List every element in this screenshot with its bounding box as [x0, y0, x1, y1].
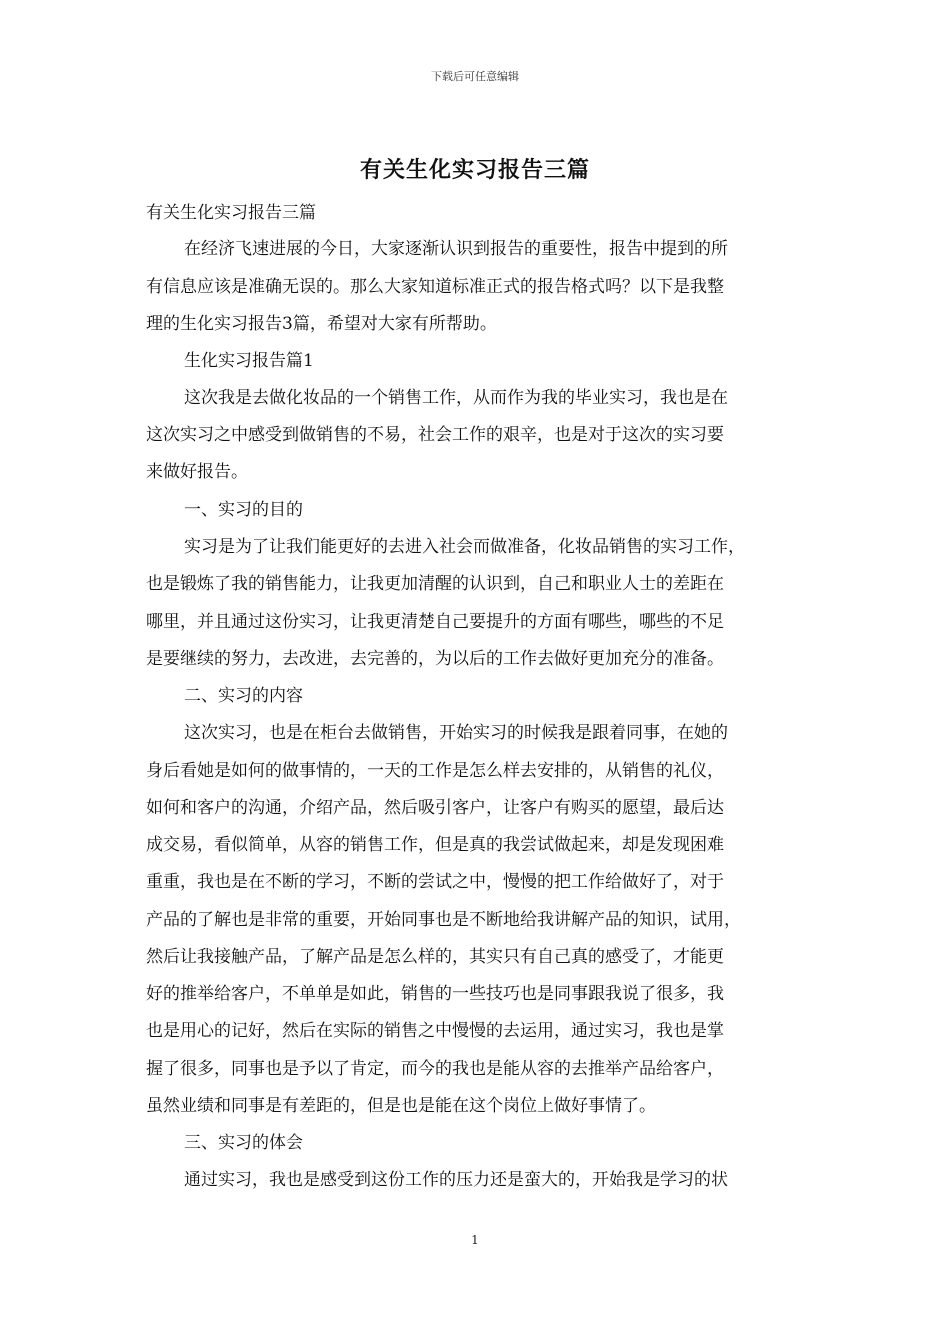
text-line: 也是锻炼了我的销售能力，让我更加清醒的认识到，自己和职业人士的差距在 [146, 574, 724, 594]
text-line: 也是用心的记好，然后在实际的销售之中慢慢的去运用，通过实习，我也是掌 [146, 1021, 724, 1041]
text-line: 产品的了解也是非常的重要，开始同事也是不断地给我讲解产品的知识，试用， [146, 910, 741, 930]
text-line: 然后让我接触产品，了解产品是怎么样的，其实只有自己真的感受了，才能更 [146, 947, 724, 967]
text-line: 来做好报告。 [146, 462, 248, 482]
text-line: 实习是为了让我们能更好的去进入社会而做准备，化妆品销售的实习工作， [184, 537, 745, 557]
document-title: 有关生化实习报告三篇 [359, 157, 590, 183]
text-line: 虽然业绩和同事是有差距的，但是也是能在这个岗位上做好事情了。 [146, 1096, 656, 1116]
text-line: 理的生化实习报告3篇，希望对大家有所帮助。 [146, 314, 497, 334]
text-line: 有信息应该是准确无误的。那么大家知道标准正式的报告格式吗？以下是我整 [146, 277, 724, 297]
text-line: 是要继续的努力，去改进，去完善的，为以后的工作去做好更加充分的准备。 [146, 649, 724, 669]
text-line: 二、实习的内容 [184, 686, 303, 706]
text-line: 一、实习的目的 [184, 500, 303, 520]
text-line: 成交易，看似简单，从容的销售工作，但是真的我尝试做起来，却是发现困难 [146, 835, 724, 855]
page-number: 1 [471, 1233, 479, 1247]
text-line: 这次我是去做化妆品的一个销售工作，从而作为我的毕业实习，我也是在 [184, 388, 728, 408]
text-line: 如何和客户的沟通，介绍产品，然后吸引客户，让客户有购买的愿望，最后达 [146, 798, 724, 818]
text-line: 好的推举给客户，不单单是如此，销售的一些技巧也是同事跟我说了很多，我 [146, 984, 724, 1004]
text-line: 有关生化实习报告三篇 [146, 203, 316, 223]
text-line: 生化实习报告篇1 [184, 351, 314, 371]
header-note: 下载后可任意编辑 [431, 70, 519, 83]
text-line: 重重，我也是在不断的学习，不断的尝试之中，慢慢的把工作给做好了，对于 [146, 872, 724, 892]
text-line: 通过实习，我也是感受到这份工作的压力还是蛮大的，开始我是学习的状 [184, 1170, 728, 1190]
text-line: 这次实习之中感受到做销售的不易，社会工作的艰辛，也是对于这次的实习要 [146, 425, 724, 445]
text-line: 哪里，并且通过这份实习，让我更清楚自己要提升的方面有哪些，哪些的不足 [146, 612, 724, 632]
text-line: 这次实习，也是在柜台去做销售，开始实习的时候我是跟着同事，在她的 [184, 723, 728, 743]
text-line: 身后看她是如何的做事情的，一天的工作是怎么样去安排的，从销售的礼仪， [146, 761, 724, 781]
text-line: 三、实习的体会 [184, 1133, 303, 1153]
text-line: 在经济飞速进展的今日，大家逐渐认识到报告的重要性，报告中提到的所 [184, 239, 728, 259]
text-line: 握了很多，同事也是予以了肯定，而今的我也是能从容的去推举产品给客户， [146, 1059, 724, 1079]
